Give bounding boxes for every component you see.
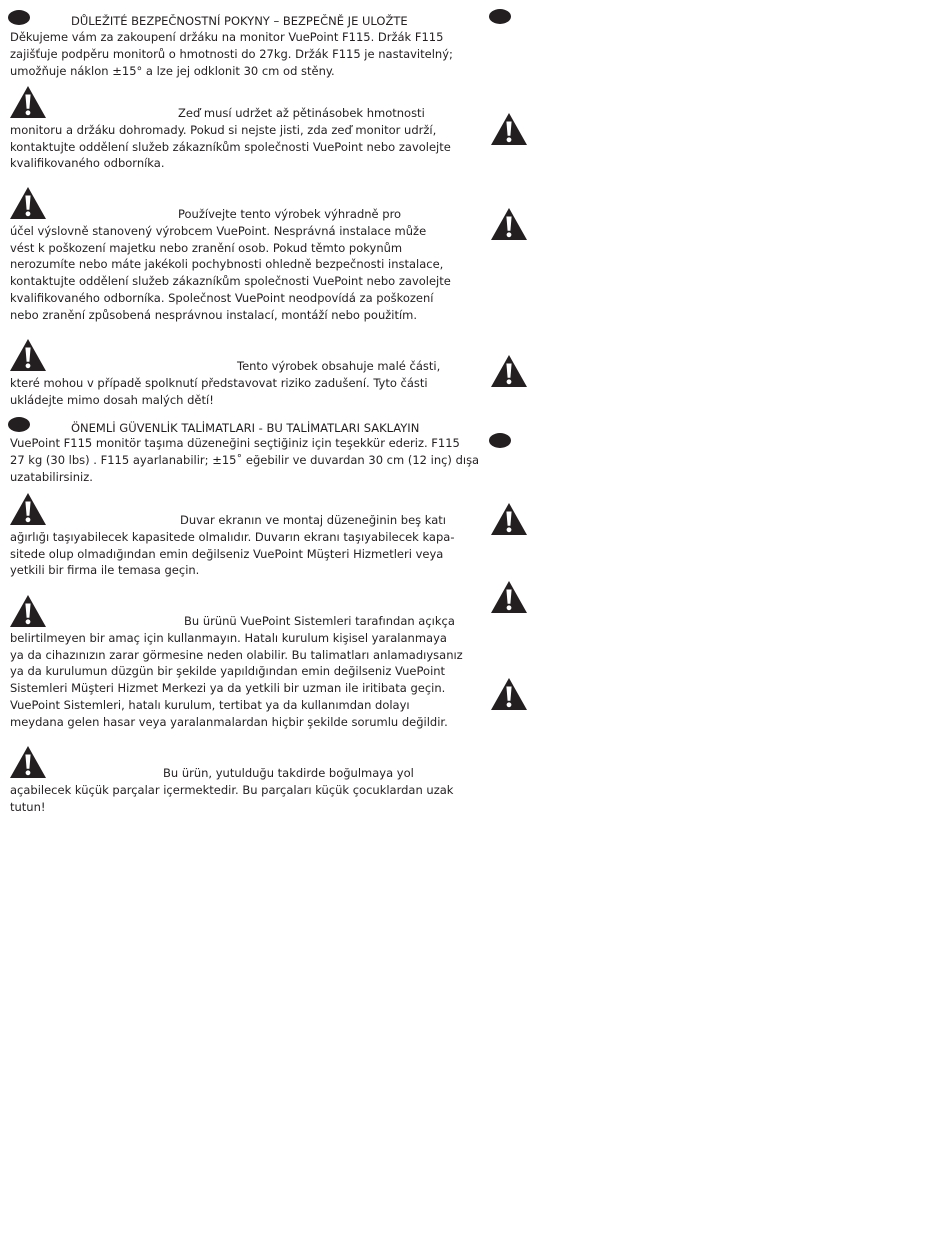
warning-triangle-icon <box>490 502 528 536</box>
warning-triangle-icon <box>490 112 528 146</box>
language-circle-icon <box>489 433 511 448</box>
language-circle-icon <box>489 9 511 24</box>
cz-warning-wall-capacity: Zeď musí udržet až pětinásobek hmotnosti monitoru a držáku dohromady. Pokud si nejste jisti, zda zeď monitor udrží, kontaktujte oddělení služeb zákazníkům společnosti VuePoint nebo zavolejte kvalifikovaného odborníka. <box>10 106 451 171</box>
tr-warning-wall-capacity: Duvar ekranın ve montaj düzeneğinin beş katı ağırlığı taşıyabilecek kapasitede olmalıdır. Duvarın ekranı taşıyabilecek kapa- sitede olup olmadığından emin değilseniz VuePoint Müşteri Hizmetleri veya yetkili bir firma ile temasa geçin. <box>10 513 455 578</box>
warning-triangle-icon <box>490 580 528 614</box>
tr-section-heading: ÖNEMLİ GÜVENLİK TALİMATLARI - BU TALİMATLARI SAKLAYIN <box>71 421 420 435</box>
cz-warning-small-parts: Tento výrobek obsahuje malé části, které mohou v případě spolknutí představovat riziko zadušení. Tyto části ukládejte mimo dosah malých dětí! <box>10 359 441 407</box>
warning-triangle-icon <box>490 207 528 241</box>
cz-warning-intended-use: Používejte tento výrobek výhradně pro účel výslovně stanovený výrobcem VuePoint. Nesprávná instalace může vést k poškození majetku nebo zranění osob. Pokud těmto pokynům nerozumíte nebo máte jakékoli pochybnosti ohledně bezpečnosti instalace, kontaktujte oddělení služeb zákazníkům společnosti VuePoint nebo zavolejte kvalifikovaného odborníka. Společnost VuePoint neodpovídá za poškození nebo zranění způsobená nesprávnou instalací, montáží nebo použitím. <box>10 207 451 322</box>
language-circle-icon <box>8 417 30 432</box>
warning-triangle-icon <box>490 354 528 388</box>
tr-warning-small-parts: Bu ürün, yutulduğu takdirde boğulmaya yol açabilecek küçük parçalar içermektedir. Bu parçaları küçük çocuklardan uzak tutun! <box>10 766 454 814</box>
tr-intro-paragraph: VuePoint F115 monitör taşıma düzeneğini seçtiğiniz için teşekkür ederiz. F115 27 kg (30 lbs) . F115 ayarlanabilir; ±15˚ eğebilir ve duvardan 30 cm (12 inç) dışa uzatabilirsiniz. <box>10 436 480 484</box>
warning-triangle-icon <box>490 677 528 711</box>
cz-section-heading: DŮLEŽITÉ BEZPEČNOSTNÍ POKYNY – BEZPEČNĚ JE ULOŽTE <box>71 14 408 28</box>
tr-warning-intended-use: Bu ürünü VuePoint Sistemleri tarafından açıkça belirtilmeyen bir amaç için kullanmayın. Hatalı kurulum kişisel yaralanmaya ya da cihazınızın zarar görmesine neden olabilir. Bu talimatları anlamadıysanız ya da kurulumun düzgün bir şekilde yapıldığından emin değilseniz VuePoint Sistemleri Müşteri Hizmet Merkezi ya da yetkili bir uzman ile iritibata geçin. VuePoint Sistemleri, hatalı kurulum, tertibat ya da kullanımdan dolayı meydana gelen hasar veya yaralanmalardan hiçbir şekilde sorumlu değildir. <box>10 614 463 729</box>
language-circle-icon <box>8 10 30 25</box>
cz-intro-paragraph: Děkujeme vám za zakoupení držáku na monitor VuePoint F115. Držák F115 zajišťuje podpěru monitorů o hmotnosti do 27kg. Držák F115 je nastavitelný; umožňuje náklon ±15° a lze jej odklonit 30 cm od stěny. <box>10 30 453 78</box>
